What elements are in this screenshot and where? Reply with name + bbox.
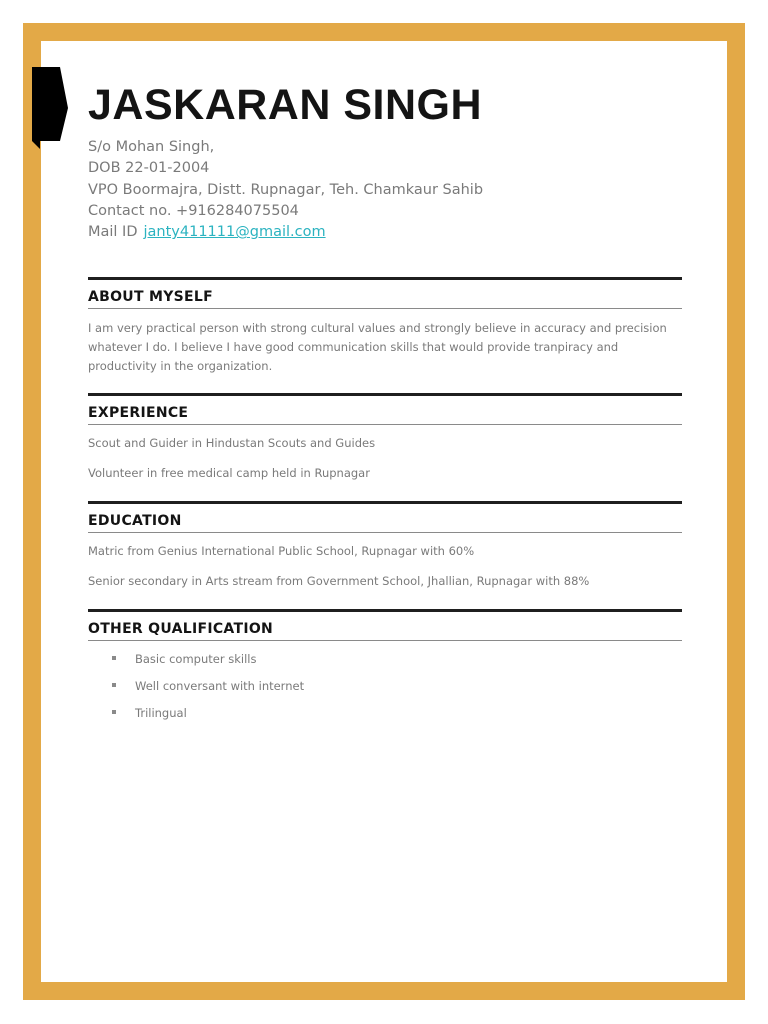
mail-line bbox=[88, 222, 688, 243]
section-rule-bottom bbox=[88, 532, 682, 533]
parent-line: S/o Mohan Singh, bbox=[88, 139, 215, 155]
about-section bbox=[88, 277, 682, 376]
experience-heading: EXPERIENCE bbox=[88, 405, 189, 421]
other-qualification-heading: OTHER QUALIFICATION bbox=[88, 621, 274, 637]
dob-line: DOB 22-01-2004 bbox=[88, 160, 210, 177]
email-link[interactable]: janty411111@gmail.com bbox=[143, 224, 326, 241]
education-item: Senior secondary in Arts stream from Government School, Jhallian, Rupnagar with 88% bbox=[88, 574, 590, 588]
qualification-item: Trilingual bbox=[135, 706, 187, 720]
experience-section bbox=[88, 393, 682, 481]
contact-block bbox=[88, 137, 688, 243]
candidate-name: JASKARAN SINGH bbox=[88, 81, 483, 129]
square-bullet-icon bbox=[112, 710, 116, 714]
list-item bbox=[88, 651, 682, 678]
education-item: Matric from Genius International Public School, Rupnagar with 60% bbox=[88, 544, 475, 558]
list-item bbox=[88, 705, 682, 732]
section-rule-bottom bbox=[88, 308, 682, 309]
education-heading: EDUCATION bbox=[88, 513, 182, 529]
experience-item: Scout and Guider in Hindustan Scouts and Guides bbox=[88, 436, 376, 450]
qualification-item: Well conversant with internet bbox=[135, 679, 305, 693]
square-bullet-icon bbox=[112, 656, 116, 660]
header-tab-icon bbox=[32, 67, 68, 149]
section-rule-bottom bbox=[88, 424, 682, 425]
experience-item: Volunteer in free medical camp held in Rupnagar bbox=[88, 466, 370, 480]
education-section bbox=[88, 501, 682, 589]
address-line: VPO Boormajra, Distt. Rupnagar, Teh. Chamkaur Sahib bbox=[88, 181, 484, 198]
about-heading: ABOUT MYSELF bbox=[88, 289, 213, 305]
about-text: I am very practical person with strong cultural values and strongly believe in accuracy and precision whatever I do. I believe I have good communication skills that would provide tranpiracy and productivity in the organization. bbox=[88, 321, 667, 373]
mail-label: Mail ID bbox=[88, 224, 138, 241]
section-rule-bottom bbox=[88, 640, 682, 641]
qualification-item: Basic computer skills bbox=[135, 652, 257, 666]
square-bullet-icon bbox=[112, 683, 116, 687]
qualification-list bbox=[88, 651, 682, 732]
list-item bbox=[88, 678, 682, 705]
other-qualification-section bbox=[88, 609, 682, 732]
phone-line: Contact no. +916284075504 bbox=[88, 202, 299, 219]
